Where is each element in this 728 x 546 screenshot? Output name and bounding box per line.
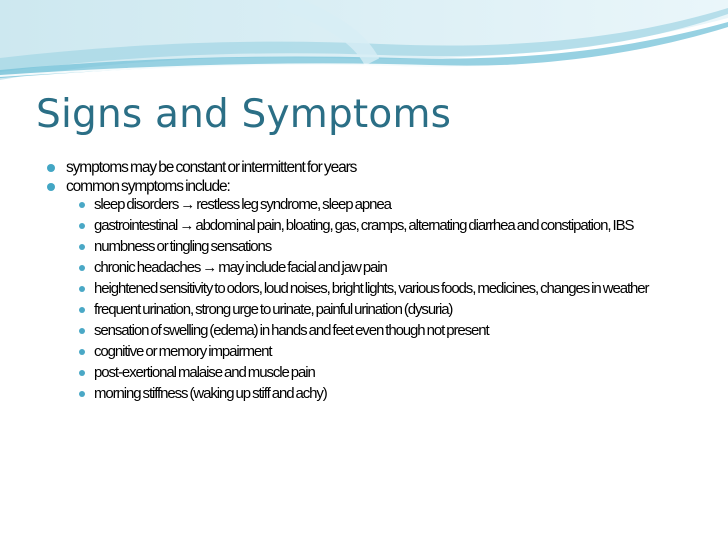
- sub-bullet-dot-icon: [79, 370, 85, 376]
- sub-bullet-item: [74, 260, 706, 276]
- bullet-item: [46, 177, 706, 402]
- sub-bullet-dot-icon: [79, 307, 85, 313]
- sub-bullet-item: [74, 281, 706, 297]
- bullet-item: [46, 158, 706, 177]
- sub-bullet-item: [74, 323, 706, 339]
- sub-bullet-dot-icon: [79, 391, 85, 397]
- bullet-list: [46, 158, 706, 402]
- sub-bullet-text: numbness or tingling sensations: [94, 238, 272, 255]
- sub-bullet-dot-icon: [79, 244, 85, 250]
- bullet-text: common symptoms include:: [66, 178, 230, 195]
- sub-bullet-dot-icon: [79, 223, 85, 229]
- sub-bullet-text: chronic headaches → may include facial and jaw pain: [94, 259, 387, 276]
- sub-bullet-dot-icon: [79, 286, 85, 292]
- sub-bullet-text: post-exertional malaise and muscle pain: [94, 364, 315, 381]
- sub-bullet-text: sensation of swelling (edema) in hands and feet even though not present: [94, 322, 489, 339]
- slide-title: Signs and Symptoms: [36, 92, 452, 137]
- sub-bullet-item: [74, 344, 706, 360]
- sub-bullet-text: morning stiffness (waking up stiff and achy): [94, 385, 327, 402]
- sub-bullet-dot-icon: [79, 265, 85, 271]
- sub-bullet-text: heightened sensitivity to odors, loud noises, bright lights, various foods, medicines, changes in weather: [94, 280, 649, 297]
- sub-bullet-item: [74, 218, 706, 234]
- sub-bullet-text: cognitive or memory impairment: [94, 343, 272, 360]
- sub-bullet-item: [74, 239, 706, 255]
- sub-bullet-dot-icon: [79, 328, 85, 334]
- slide-content: [46, 158, 706, 407]
- sub-bullet-dot-icon: [79, 349, 85, 355]
- sub-bullet-item: [74, 302, 706, 318]
- bullet-text: symptoms may be constant or intermittent for years: [66, 159, 357, 176]
- sub-bullet-item: [74, 197, 706, 213]
- bullet-dot-icon: [47, 183, 55, 191]
- sub-bullet-item: [74, 365, 706, 381]
- sub-bullet-item: [74, 386, 706, 402]
- sub-bullet-list: [66, 197, 706, 402]
- sub-bullet-dot-icon: [79, 202, 85, 208]
- sub-bullet-text: gastrointestinal → abdominal pain, bloating, gas, cramps, alternating diarrhea and constipation, IBS: [94, 217, 634, 234]
- sub-bullet-text: sleep disorders → restless leg syndrome, sleep apnea: [94, 196, 391, 213]
- header-wave-decoration: [0, 0, 728, 90]
- sub-bullet-text: frequent urination, strong urge to urinate, painful urination (dysuria): [94, 301, 453, 318]
- bullet-dot-icon: [47, 164, 55, 172]
